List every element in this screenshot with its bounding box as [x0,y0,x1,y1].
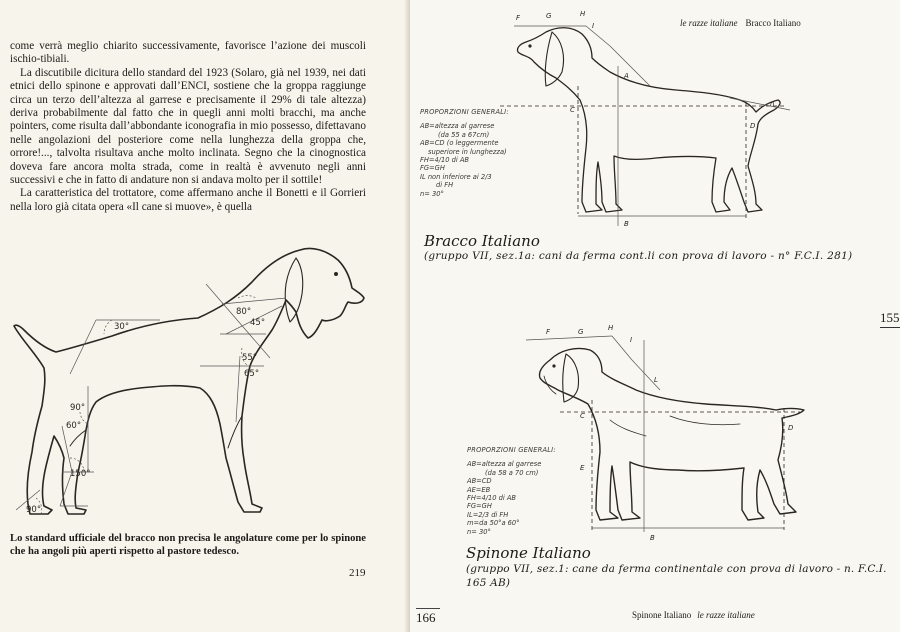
point-label: L [654,376,658,384]
point-label: B [650,534,655,542]
proportion-line: FG=GH [420,164,445,173]
proportion-line: (da 58 a 70 cm) [485,468,539,477]
proportion-line: FG=GH [467,502,492,511]
point-label: I [592,22,595,30]
angle-label: 90° [70,403,86,413]
point-label: C [580,412,585,420]
proportions-title: PROPORZIONI GENERALI: [467,446,556,454]
point-label: E [580,464,585,472]
pointer-angle-diagram [0,236,408,526]
proportion-line: di FH [436,181,454,190]
bracco-subtitle: (gruppo VII, sez.1a: cani da ferma cont.li con prova di lavoro - n° F.C.I. 281) [424,250,853,262]
footer-italic: le razze italiane [697,610,755,620]
proportion-line: n= 30° [467,527,491,536]
point-label: I [630,336,633,344]
point-label: H [608,324,614,332]
proportion-line: superiore in lunghezza) [428,147,507,156]
angle-label: 150° [70,469,91,479]
point-label: D [788,424,794,432]
angle-label: 45° [250,318,266,328]
point-label: n [770,100,775,108]
proportion-line: (da 55 a 67cm) [438,130,490,139]
angle-label: 55° [242,353,258,363]
angle-label: 60° [66,421,82,431]
point-label: H [580,10,586,18]
proportion-line: FH=4/10 di AB [467,494,517,503]
page-number-rule [416,608,440,609]
proportion-line: FH=4/10 di AB [420,156,470,165]
header-italic: le razze italiane [680,18,738,28]
proportion-line: n= 30° [420,189,444,198]
point-label: C [570,106,575,114]
proportion-line: m=da 50°a 60° [467,519,520,528]
figure-caption: Lo standard ufficiale del bracco non precisa le angolature come per lo spinone che ha angoli più aperti rispetto al pastore tedesco. [10,533,366,557]
page-number: 166 [416,610,436,625]
paragraph: La caratteristica del trottatore, come affermano anche il Bonetti e il Gorrieri nella loro già citata opera «Il cane si muove», è quella [10,187,366,213]
spinone-proportions [467,446,607,536]
point-label: G [578,328,584,336]
angle-label: 90° [26,505,42,515]
point-label: F [516,14,521,22]
proportion-line: AB=altezza al garrese [420,122,495,131]
spinone-subtitle: (gruppo VII, sez.1: cane da ferma continentale con prova di lavoro - n. F.C.I. 165 AB) [466,563,887,589]
angle-label: 65° [244,369,260,379]
point-label: A [624,72,629,80]
paragraph: La discutibile dicitura dello standard del 1923 (Solaro, già nel 1939, nei dati etnici dello spinone e approvati dall’ENCI, sostiene che la groppa raggiunge circa un terzo dell’altezza al garrese e precisamente il 29% di tale altezza) deriva probabilmente dal fatto che in quegli anni molti bracchi, ma anche pointers, come risulta dall’abbondante iconografia in mio possesso, difettavano nelle angolazioni del posteriore come nella lunghezza della groppa che, orrore!..., talvolta risultava anche molto inclinata. Segno che la cinognostica doveva fare ancora molta strada, come in realtà è avvenuto negli anni successivi e che in fatto di andature non si andava molto per il sottile! [10,66,366,187]
angle-label: 80° [236,307,252,317]
proportion-line: AB=CD (o leggermente [420,139,499,148]
bracco-title: Bracco Italiano [424,232,540,250]
point-label: G [546,12,552,20]
footer-plain: Spinone Italiano [632,610,692,620]
left-body-text [10,40,366,214]
spinone-title: Spinone Italiano [466,544,591,562]
proportion-line: AE=EB [467,485,491,494]
proportion-line: AB=CD [467,477,492,486]
point-label: F [546,328,551,336]
page-number: 219 [349,567,366,579]
point-label: B [624,220,629,228]
running-footer [632,610,755,620]
proportion-line: AB=altezza al garrese [467,460,542,469]
point-label: D [750,122,756,130]
proportion-line: IL=2/3 di FH [467,510,509,519]
proportion-line: IL non inferiore ai 2/3 [420,172,492,181]
bracco-proportions [420,108,560,198]
proportions-title: PROPORZIONI GENERALI: [420,108,509,116]
paragraph: come verrà meglio chiarito successivamente, favorisce l’azione dei muscoli ischio-tibiali. [10,40,366,66]
header-plain: Bracco Italiano [745,18,801,28]
angle-label: 30° [114,322,130,332]
side-page-number: 155 [880,310,900,328]
